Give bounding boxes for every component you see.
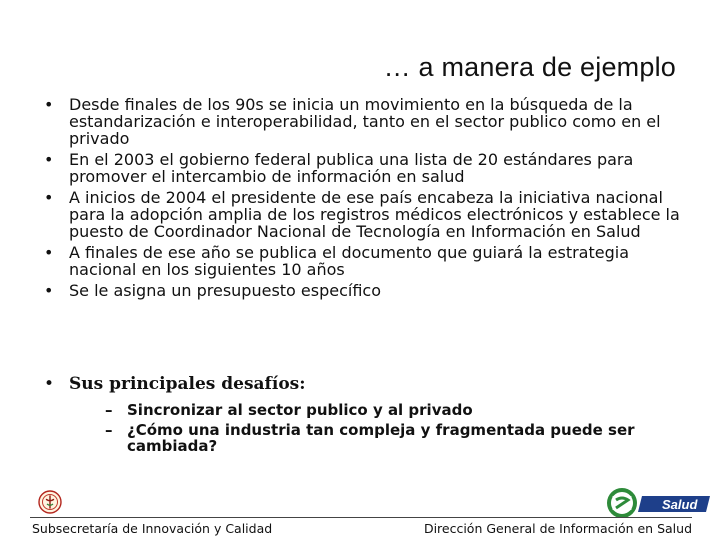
seal-icon [38,490,62,514]
footer-divider [30,517,692,518]
bullet-dot: • [44,374,55,394]
logo-text: Salud [662,497,698,512]
bullet-text: A inicios de 2004 el presidente de ese país encabeza la iniciativa nacional para la adopción amplia de los registros médicos electrónicos y establece la puesto de Coordinador Nacional de Tecnología en Información en Salud [69,188,680,241]
challenge-subitem [105,402,684,418]
bullet-item [44,96,684,147]
bullet-text: A finales de ese año se publica el documento que guiará la estrategia nacional en los siguientes 10 años [69,243,629,279]
bullet-text: En el 2003 el gobierno federal publica una lista de 20 estándares para promover el intercambio de información en salud [69,150,634,186]
dash-marker: – [105,421,113,439]
bullet-dot: • [44,281,54,300]
bullet-dot: • [44,150,54,169]
bullet-list [44,96,684,303]
bullet-item [44,151,684,185]
footer-right-text: Dirección General de Información en Salud [423,521,692,536]
dash-marker: – [105,401,113,419]
challenges-item [44,374,684,454]
bullet-item [44,189,684,240]
challenge-subitem [105,422,684,454]
bullet-text: Desde finales de los 90s se inicia un movimiento en la búsqueda de la estandarización e interoperabilidad, tanto en el sector publico como en el privado [69,95,661,148]
salud-logo-icon [602,486,714,520]
bullet-item [44,244,684,278]
bullet-dot: • [44,95,54,114]
bullet-text: Se le asigna un presupuesto específico [69,281,382,300]
footer-left-text: Subsecretaría de Innovación y Calidad [32,521,273,536]
slide-title: … a manera de ejemplo [383,52,676,82]
bullet-dot: • [44,243,54,262]
challenges-sublist [69,402,684,454]
challenge-text: ¿Cómo una industria tan compleja y fragmentada puede ser cambiada? [127,421,635,455]
bullet-dot: • [44,188,54,207]
challenges-list [44,374,684,458]
challenge-text: Sincronizar al sector publico y al privado [127,401,473,419]
bullet-item [44,282,684,299]
challenges-heading: Sus principales desafíos: [69,374,306,394]
